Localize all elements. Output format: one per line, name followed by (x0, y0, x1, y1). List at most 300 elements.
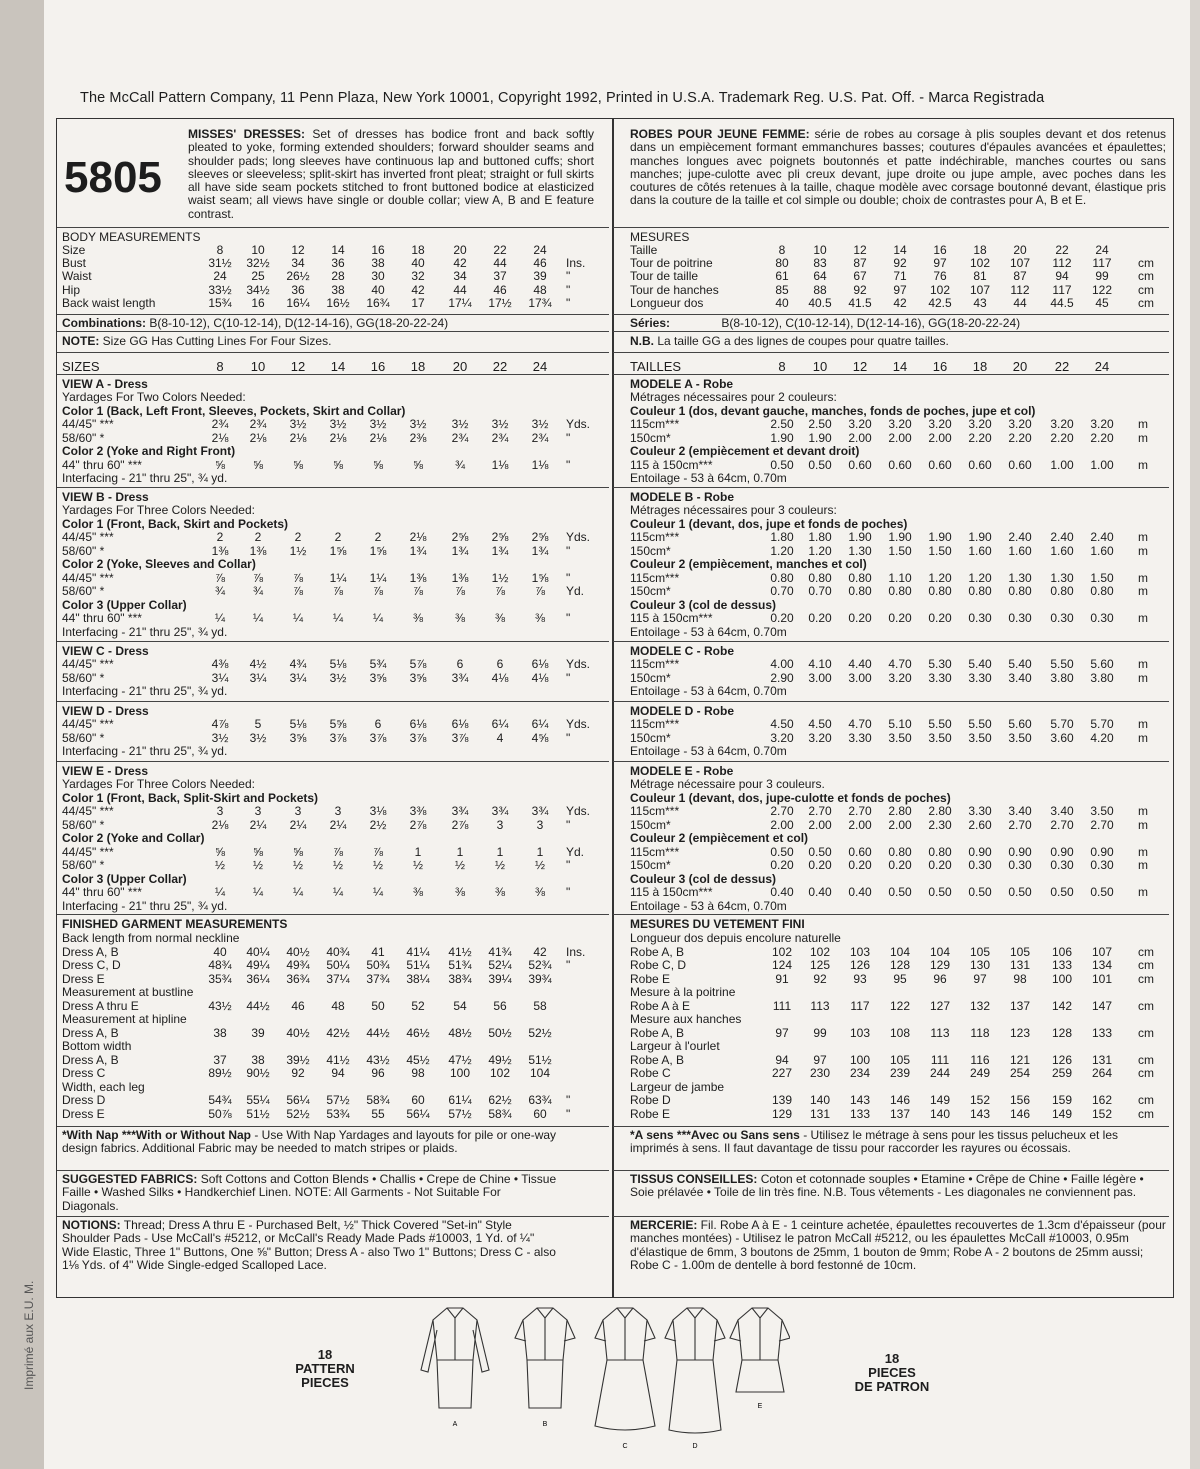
en-yardage-row-value: 3 (254, 804, 262, 819)
fr-yardage-row-value: 1.60 (1090, 543, 1114, 558)
fr-yardage-row-value: 1.50 (928, 543, 952, 558)
fr-yardage-row-value: 3.40 (1008, 670, 1032, 685)
fr-description-text: série de robes au corsage à plis souples devant et dos retenus dans un empiècement formant emmanchures basses; coutures d'épaules avancées et épaulettes; manches longues avec poignets boutonnés et patte indéchirable, manches courtes ou sans manches; jupe-culotte avec pli creux devant, jupe droite ou jupe ample, avec poches dans les coutures de côtés retenues à la taille, chaque modèle avec corsage boutonné devant, élastique pris dans la couture de la taille et col simple ou double; choix de contrastes pour A, B et E. (630, 127, 1166, 208)
en-finished-row-value: 48 (331, 998, 345, 1013)
en-yardage-row-value: ½ (372, 858, 383, 873)
en-yardage-row-value: ¼ (372, 885, 383, 900)
en-yardage-row-label: Color 1 (Back, Left Front, Sleeves, Pockets, Skirt and Collar) (62, 403, 406, 418)
fr-yardage-row-value: 0.50 (888, 885, 912, 900)
en-yardage-row-value: 1⅝ (531, 570, 549, 585)
fr-yardage-row-value: 1.80 (770, 530, 794, 545)
view-letter-label: C (622, 1443, 628, 1450)
en-yardage-row-value: ⅜ (412, 885, 423, 900)
en-yardage-row-value: 3½ (329, 670, 347, 685)
en-yardage-row-value: 1 (414, 844, 422, 859)
en-finished-row-value: 50¾ (366, 958, 390, 972)
en-yardage-row-label: 44/45" *** (62, 717, 114, 732)
en-yardage-row-value: 1¾ (531, 543, 549, 558)
en-body-row-label: Back waist length (62, 295, 156, 310)
en-yardage-row-label: Color 3 (Upper Collar) (62, 597, 187, 612)
en-yardage-row-label: Interfacing - 21" thru 25", ¾ yd. (62, 624, 228, 639)
en-finished-row-value: 90½ (246, 1066, 270, 1080)
fr-finished-row-value: 101 (1091, 971, 1113, 986)
en-body-row-value: 30 (371, 269, 385, 284)
en-yardage-row-value: 3½ (211, 730, 229, 745)
en-yardage-row-value: 2⅛ (369, 430, 387, 445)
en-yardage-row-value: 2¼ (289, 817, 307, 832)
en-yardage-row-value: 6 (456, 657, 464, 672)
fr-finished-row-value: 99 (813, 1025, 827, 1040)
en-view-title: VIEW D - Dress (62, 704, 149, 718)
fr-finished-row-value: 107 (1091, 944, 1113, 959)
fr-divider (613, 701, 1169, 702)
fr-yardage-row-value: 4.40 (848, 657, 872, 672)
fr-yardage-row-value: 1.50 (1090, 570, 1114, 585)
fr-yardage-row-value: 0.40 (770, 885, 794, 900)
fr-divider (613, 352, 1169, 353)
en-note-label: NOTE: (62, 334, 103, 348)
en-body-row-value: 36 (331, 256, 345, 271)
en-yardage-row-value: ½ (494, 858, 505, 873)
en-sizes-row-value: 16 (370, 359, 386, 374)
fr-finished-row-value: 116 (970, 1052, 990, 1067)
en-note (62, 335, 331, 348)
fr-body-row-value: 88 (813, 282, 827, 297)
en-finished-row-value: 56¼ (406, 1106, 430, 1121)
fr-finished-row-value: 162 (1091, 1093, 1113, 1107)
en-yardage-row-value: 3¾ (451, 670, 469, 685)
en-yardage-row-value: 2⅞ (451, 817, 469, 832)
en-yardage-row-label: 44" thru 60" *** (62, 611, 142, 626)
en-yardage-row-value: 1⅜ (249, 543, 267, 558)
en-yardage-row-value: 3½ (289, 417, 307, 432)
en-finished-row-value: 35¾ (208, 971, 232, 986)
fr-finished-row-label: Largeur à l'ourlet (630, 1039, 720, 1053)
fr-yardage-row-value: 3.30 (968, 804, 992, 819)
fr-finished-row-value: 264 (1091, 1066, 1113, 1080)
fr-yardage-row-unit: m (1138, 804, 1148, 819)
fr-yardage-row-value: 2.40 (1008, 530, 1032, 545)
fr-yardage-row-value: 1.20 (928, 570, 952, 585)
en-yardage-row-value: ⅞ (252, 570, 263, 585)
fr-finished-row-value: 126 (849, 958, 871, 972)
fr-finished-row-value: 108 (889, 1025, 911, 1040)
fr-yardage-row-value: 2.00 (848, 817, 872, 832)
en-finished-row-value: 63¾ (528, 1093, 552, 1107)
fr-finished-row-value: 113 (810, 998, 830, 1013)
en-yardage-row-value: ⅝ (292, 457, 303, 472)
fr-yardage-row-unit: m (1138, 657, 1148, 672)
fr-yardage-row-value: 0.30 (1090, 611, 1114, 626)
fr-yardage-row-label: Couleur 1 (devant, dos, jupe-culotte et fonds de poches) (630, 790, 951, 805)
fr-yardage-row-label: Entoilage - 53 à 64cm, 0.70m (630, 471, 787, 486)
en-yardage-row-value: ¼ (292, 611, 303, 626)
fr-finished-row-value: 130 (969, 958, 991, 972)
fr-yardage-row-unit: m (1138, 430, 1148, 445)
en-body-row-value: 46 (533, 256, 547, 271)
fr-yardage-row-label: Entoilage - 53 à 64cm, 0.70m (630, 898, 787, 913)
en-yardage-row-value: ¼ (252, 885, 263, 900)
en-finished-row-label: Dress C (62, 1066, 106, 1080)
fr-yardage-row-unit: m (1138, 611, 1148, 626)
en-body-measurements-title: BODY MEASUREMENTS (62, 230, 201, 244)
en-yardage-row-unit: " (566, 885, 571, 900)
en-yardage-row-label: 44/45" *** (62, 570, 114, 585)
fr-body-row-unit: cm (1138, 295, 1154, 310)
en-yardage-row-value: ¼ (252, 611, 263, 626)
en-yardage-row-value: 2 (374, 530, 382, 545)
en-yardage-row-value: 2½ (369, 817, 387, 832)
en-description-text: Set of dresses has bodice front and back softly pleated to yoke, forming extended shoulders; forward shoulder seams and shoulder pads; long sleeves have continuous lap and buttoned cuffs; short sleeves or sleeveless; split-skirt has inverted front pleat; straight or full skirts all have side seam pockets stitched to front buttoned bodice at elasticized waist seam; all views have single or double collar; view A, B and E feature contrast. (188, 127, 595, 221)
fr-yardage-row-value: 0.30 (1090, 858, 1114, 873)
en-finished-row-value: 40¼ (246, 944, 270, 959)
en-finished-row-label: Measurement at hipline (62, 1012, 187, 1026)
en-yardage-row-label: 44/45" *** (62, 804, 114, 819)
en-yardage-row-value: 1⅛ (491, 457, 509, 472)
en-finished-row-value: 49¼ (246, 958, 270, 972)
fr-yardage-row-value: 2.00 (888, 817, 912, 832)
en-yardage-row-value: 6⅛ (409, 717, 427, 732)
en-finished-row-value: 47½ (448, 1052, 472, 1067)
fr-sizes-row-value: 24 (1094, 359, 1110, 374)
fr-yardage-row-value: 2.90 (770, 670, 794, 685)
en-body-row-value: 48 (533, 282, 547, 297)
fr-body-row-value: 71 (893, 269, 907, 284)
fr-finished-row-value: 152 (1091, 1106, 1113, 1121)
fr-body-row-value: 64 (813, 269, 827, 284)
en-finished-row-value: 104 (529, 1066, 551, 1080)
fr-yardage-row-label: 115cm*** (630, 717, 680, 732)
en-yardage-row-value: ¼ (214, 885, 225, 900)
en-yardage-row-value: 3½ (249, 730, 267, 745)
fr-yardage-row-value: 0.80 (968, 584, 992, 599)
en-yardage-row-value: 3⅝ (409, 670, 427, 685)
en-yardage-row-label: 58/60" * (62, 817, 105, 832)
fr-yardage-row-value: 2.00 (808, 817, 832, 832)
fr-yardage-row-value: 2.00 (928, 430, 952, 445)
en-yardage-row-label: Color 1 (Front, Back, Skirt and Pockets) (62, 516, 289, 531)
fr-finished-row-value: 249 (969, 1066, 991, 1080)
fr-sizes-row-value: 20 (1012, 359, 1028, 374)
fr-yardage-row-value: 0.20 (928, 858, 952, 873)
en-body-row-value: 16 (371, 243, 385, 257)
en-finished-row-value: 45½ (406, 1052, 430, 1067)
fr-yardage-row-value: 3.00 (848, 670, 872, 685)
fr-finished-row-value: 121 (1009, 1052, 1031, 1067)
en-finished-row-value: 38¾ (448, 971, 472, 986)
fr-yardage-row-label: 115cm*** (630, 417, 680, 432)
en-yardage-row-value: ½ (412, 858, 423, 873)
fr-yardage-row-value: 5.60 (1008, 717, 1032, 732)
en-body-row-value: 17½ (488, 295, 512, 310)
en-divider (57, 1216, 609, 1217)
fr-finished-row-value: 102 (771, 944, 793, 959)
fr-yardage-row-label: 115cm*** (630, 844, 680, 859)
fr-yardage-row-value: 0.50 (928, 885, 952, 900)
en-yardage-row-label: 44" thru 60" *** (62, 457, 142, 472)
en-yardage-row-unit: " (566, 817, 571, 832)
fr-body-row-label: Longueur dos (630, 295, 704, 310)
fr-yardage-row-value: 2.50 (808, 417, 832, 432)
en-yardage-row-value: 5⅛ (289, 717, 307, 732)
fr-body-row-value: 22 (1055, 243, 1069, 257)
en-body-row-value: 32½ (246, 256, 270, 271)
fr-divider (613, 761, 1169, 762)
en-yardage-row-label: Interfacing - 21" thru 25", ¾ yd. (62, 744, 228, 759)
fr-finished-row-value: 103 (849, 1025, 871, 1040)
dress-view-a-sketch (421, 1320, 437, 1372)
fr-yardage-row-value: 1.10 (888, 570, 912, 585)
fr-yardage-row-label: Couleur 1 (devant, dos, jupe et fonds de poches) (630, 516, 908, 531)
en-suggested-fabrics-text: Soft Cottons and Cotton Blends • Challis • Crepe de Chine • Tissue Faille • Washed Silks • Handkerchief Linen. NOTE: All Garments - Not Suitable For Diagonals. (62, 1172, 557, 1213)
fr-yardage-row-unit: m (1138, 417, 1148, 432)
fr-sizes-row-value: 22 (1054, 359, 1070, 374)
en-body-row-value: 31½ (208, 256, 232, 271)
en-combinations (62, 317, 448, 330)
fr-yardage-row-label: Métrage nécessaire pour 3 couleurs. (630, 777, 825, 792)
en-yardage-row-value: 1 (536, 844, 544, 859)
en-yardage-row-value: 3⅝ (289, 730, 307, 745)
fr-finished-row-value: 113 (930, 1025, 950, 1040)
en-body-row-value: 20 (453, 243, 467, 257)
fr-body-row-value: 40 (775, 295, 789, 310)
fr-yardage-row-label: Entoilage - 53 à 64cm, 0.70m (630, 624, 787, 639)
pattern-number: 5805 (64, 153, 162, 202)
en-yardage-row-value: 3¼ (289, 670, 307, 685)
dress-view-a-sketch (447, 1308, 463, 1318)
en-divider (57, 314, 609, 315)
en-divider (57, 914, 609, 915)
en-finished-row-value: 38¼ (406, 971, 430, 986)
en-yardage-row-value: ⅝ (252, 457, 263, 472)
fr-yardage-row-value: 1.90 (848, 530, 872, 545)
en-body-row-value: 8 (216, 243, 224, 257)
en-yardage-row-value: ⅜ (454, 885, 465, 900)
fr-yardage-row-value: 0.90 (1008, 844, 1032, 859)
fr-yardage-row-value: 2.70 (1050, 817, 1074, 832)
pattern-pieces-en (280, 1348, 370, 1390)
fr-yardage-row-label: 150cm* (630, 858, 671, 873)
en-yardage-row-value: 2¼ (249, 817, 267, 832)
fr-finished-row-value: 95 (893, 971, 907, 986)
fr-body-row-label: Tour de hanches (630, 282, 719, 297)
en-yardage-row-value: 2¼ (329, 817, 347, 832)
fr-yardage-row-value: 0.60 (1008, 457, 1032, 472)
en-yardage-row-value: ⅝ (252, 844, 263, 859)
en-finished-row-unit: " (566, 1106, 571, 1121)
fr-body-row-value: 92 (893, 256, 907, 271)
en-yardage-row-label: Interfacing - 21" thru 25", ¾ yd. (62, 684, 228, 699)
en-finished-row-value: 98 (411, 1066, 425, 1080)
page-edge (0, 0, 44, 1469)
en-body-row-value: 34 (291, 256, 305, 271)
en-yardage-row-value: ⅝ (332, 457, 343, 472)
fr-body-row-value: 97 (893, 282, 907, 297)
en-yardage-row-value: 6 (374, 717, 382, 732)
en-sizes-row-value: 24 (532, 359, 548, 374)
fr-yardage-row-label: Entoilage - 53 à 64cm, 0.70m (630, 684, 787, 699)
en-finished-row-value: 43½ (366, 1052, 390, 1067)
fr-yardage-row-value: 3.20 (1090, 417, 1114, 432)
fr-yardage-row-value: 1.00 (1050, 457, 1074, 472)
dress-view-e-sketch (752, 1308, 768, 1318)
fr-yardage-row-value: 0.20 (770, 858, 794, 873)
fr-yardage-row-unit: m (1138, 730, 1148, 745)
fr-finished-row-value: 139 (771, 1093, 793, 1107)
fr-body-row-value: 67 (853, 269, 867, 284)
fr-notions-text: Fil. Robe A à E - 1 ceinture achetée, épaulettes recouvertes de 1.3cm d'épaisseur (pour manches montées) - Utilisez le patron McCall #5212, ou les épaulettes McCall #10003, 0.95m d'élastique de 6mm, 3 boutons de 25mm, 1 bouton de 9mm; Robe A - 2 boutons de 25mm aussi; Robe C - 1.00m de dentelle à bord festonné de 10cm. (630, 1218, 1166, 1272)
fr-yardage-row-label: 115 à 150cm*** (630, 611, 713, 626)
en-yardage-row-value: 2⅛ (329, 430, 347, 445)
view-letter-label: E (757, 1403, 763, 1410)
en-finished-row-value: 52½ (528, 1025, 552, 1040)
en-body-row-value: 17 (411, 295, 425, 310)
fr-finished-row-value: 129 (771, 1106, 793, 1121)
fr-body-row-value: 112 (1052, 256, 1072, 271)
fr-yardage-row-value: 3.00 (808, 670, 832, 685)
fr-divider (613, 1216, 1169, 1217)
en-yardage-row-value: ⅞ (292, 570, 303, 585)
en-yardage-row-value: ⅞ (332, 844, 343, 859)
en-finished-row-value: 41 (371, 944, 385, 959)
fr-yardage-row-value: 0.80 (1008, 584, 1032, 599)
fr-yardage-row-value: 3.50 (968, 730, 992, 745)
en-yardage-row-value: 2⅝ (531, 530, 549, 545)
en-body-row-unit: " (566, 282, 571, 297)
en-finished-row-value: 50¼ (326, 958, 350, 972)
fr-finished-row-value: 140 (809, 1093, 831, 1107)
fr-yardage-row-value: 2.70 (808, 804, 832, 819)
fr-yardage-row-value: 2.30 (928, 817, 952, 832)
en-yardage-row-value: 4⅜ (211, 657, 229, 672)
fr-divider (613, 331, 1169, 332)
fr-body-row-value: 112 (1010, 282, 1030, 297)
en-yardage-row-unit: Yds. (566, 530, 591, 545)
en-yardage-row-value: 3½ (329, 417, 347, 432)
en-yardage-row-label: Interfacing - 21" thru 25", ¾ yd. (62, 898, 228, 913)
fr-divider (613, 487, 1169, 488)
en-yardage-row-value: ⅞ (454, 584, 465, 599)
fr-yardage-row-value: 2.00 (770, 817, 794, 832)
en-finished-row-value: 42 (533, 944, 547, 959)
en-finished-row-label: Width, each leg (62, 1079, 145, 1094)
en-yardage-row-value: ⅜ (494, 611, 505, 626)
fr-yardage-row-label: 150cm* (630, 430, 671, 445)
en-yardage-row-label: 58/60" * (62, 858, 105, 873)
en-notions-text: Thread; Dress A thru E - Purchased Belt, ½" Thick Covered "Set-in" Style Shoulder Pads - Use McCall's #5212, or McCall's Ready Made Pads #10003, 1 Yd. of ¼" Wide Elastic, Three 1" Buttons, One ⅝" Button; Dress A - also Two 1" Buttons; Dress C - also 1⅛ Yds. of 4" Wide Single-edged Scalloped Lace. (62, 1218, 556, 1272)
fr-yardage-row-value: 4.70 (888, 657, 912, 672)
en-finished-row-value: 57½ (326, 1093, 350, 1107)
fr-finished-row-value: 227 (771, 1066, 793, 1080)
fr-yardage-row-value: 5.40 (968, 657, 992, 672)
en-yardage-row-value: ¾ (214, 584, 225, 599)
en-yardage-row-value: 6⅛ (451, 717, 469, 732)
en-finished-row-value: 37¼ (326, 971, 350, 986)
en-yardage-row-value: ⅜ (454, 611, 465, 626)
fr-finished-row-label: Robe A, B (630, 944, 685, 959)
en-yardage-row-value: ⅞ (372, 844, 383, 859)
en-yardage-row-label: Interfacing - 21" thru 25", ¾ yd. (62, 471, 228, 486)
pieces-label: PIECES (868, 1365, 916, 1380)
fr-finished-row-value: 111 (772, 998, 792, 1013)
en-combinations-label: Combinations: (62, 316, 150, 330)
fr-body-row-unit: cm (1138, 282, 1154, 297)
en-finished-row-value: 42½ (326, 1025, 350, 1040)
en-finished-row-value: 52 (411, 998, 425, 1013)
fr-yardage-row-value: 0.40 (808, 885, 832, 900)
en-body-row-value: 12 (291, 243, 305, 257)
fr-yardage-row-unit: m (1138, 670, 1148, 685)
en-yardage-row-value: 1 (456, 844, 464, 859)
en-yardage-row-value: 4⅝ (531, 730, 549, 745)
en-finished-row-unit: " (566, 1093, 571, 1107)
en-yardage-row-value: ½ (252, 858, 263, 873)
en-yardage-row-value: 1¼ (369, 570, 387, 585)
en-finished-row-label: Dress D (62, 1093, 106, 1107)
fr-view-title: MODELE A - Robe (630, 377, 734, 391)
en-yardage-row-value: ⅞ (332, 584, 343, 599)
fr-yardage-row-label: Métrages nécessaires pour 3 couleurs: (630, 503, 837, 518)
en-yardage-row-unit: " (566, 670, 571, 685)
en-yardage-row-value: 1 (496, 844, 504, 859)
en-finished-row-value: 56 (493, 998, 507, 1013)
fr-view-title: MODELE E - Robe (630, 764, 734, 778)
en-finished-row-value: 36¼ (246, 971, 270, 986)
fr-body-row-value: 76 (933, 269, 947, 284)
fr-yardage-row-value: 0.80 (1090, 584, 1114, 599)
fr-finished-row-label: Robe A à E (630, 998, 691, 1013)
fr-finished-row-value: 143 (849, 1093, 871, 1107)
fr-body-row-value: 122 (1091, 282, 1113, 297)
en-finished-row-label: Dress A thru E (62, 998, 139, 1013)
en-finished-row-value: 57½ (448, 1106, 472, 1121)
en-finished-row-value: 36¾ (286, 971, 310, 986)
en-yardage-row-unit: " (566, 457, 571, 472)
fr-yardage-row-value: 2.20 (1008, 430, 1032, 445)
fr-yardage-row-value: 3.40 (1008, 804, 1032, 819)
en-finished-row-value: 58 (533, 998, 547, 1013)
dress-view-c-sketch (617, 1308, 633, 1318)
fr-yardage-row-label: 150cm* (630, 670, 671, 685)
fr-divider (613, 374, 1169, 375)
fr-yardage-row-value: 0.70 (770, 584, 794, 599)
en-finished-row-value: 53¾ (326, 1106, 350, 1121)
en-body-row-value: 33½ (208, 282, 232, 297)
en-divider (57, 1126, 609, 1127)
fr-divider (613, 1126, 1169, 1127)
fr-yardage-row-value: 3.20 (1050, 417, 1074, 432)
fr-body-row-value: 40.5 (808, 295, 832, 310)
fr-yardage-row-label: 150cm* (630, 730, 671, 745)
fr-body-row-label: Taille (630, 243, 658, 257)
fr-yardage-row-value: 3.30 (968, 670, 992, 685)
fr-body-row-value: 117 (1092, 256, 1112, 271)
en-yardage-row-unit: " (566, 570, 571, 585)
en-finished-row-value: 51¾ (448, 958, 472, 972)
fr-body-row-value: 85 (775, 282, 789, 297)
en-yardage-row-value: 6¼ (491, 717, 509, 732)
fr-body-row-value: 87 (853, 256, 867, 271)
fr-finished-row-value: 128 (1051, 1025, 1073, 1040)
fr-finished-row-value: 100 (849, 1052, 871, 1067)
en-finished-row-value: 58¾ (488, 1106, 512, 1121)
en-yardage-row-value: 2⅝ (451, 530, 469, 545)
en-finished-row-value: 51½ (528, 1052, 552, 1067)
fr-finished-row-value: 98 (1013, 971, 1027, 986)
fr-yardage-row-value: 4.50 (808, 717, 832, 732)
en-finished-row-label: Dress E (62, 1106, 105, 1121)
fr-yardage-row-value: 2.80 (888, 804, 912, 819)
